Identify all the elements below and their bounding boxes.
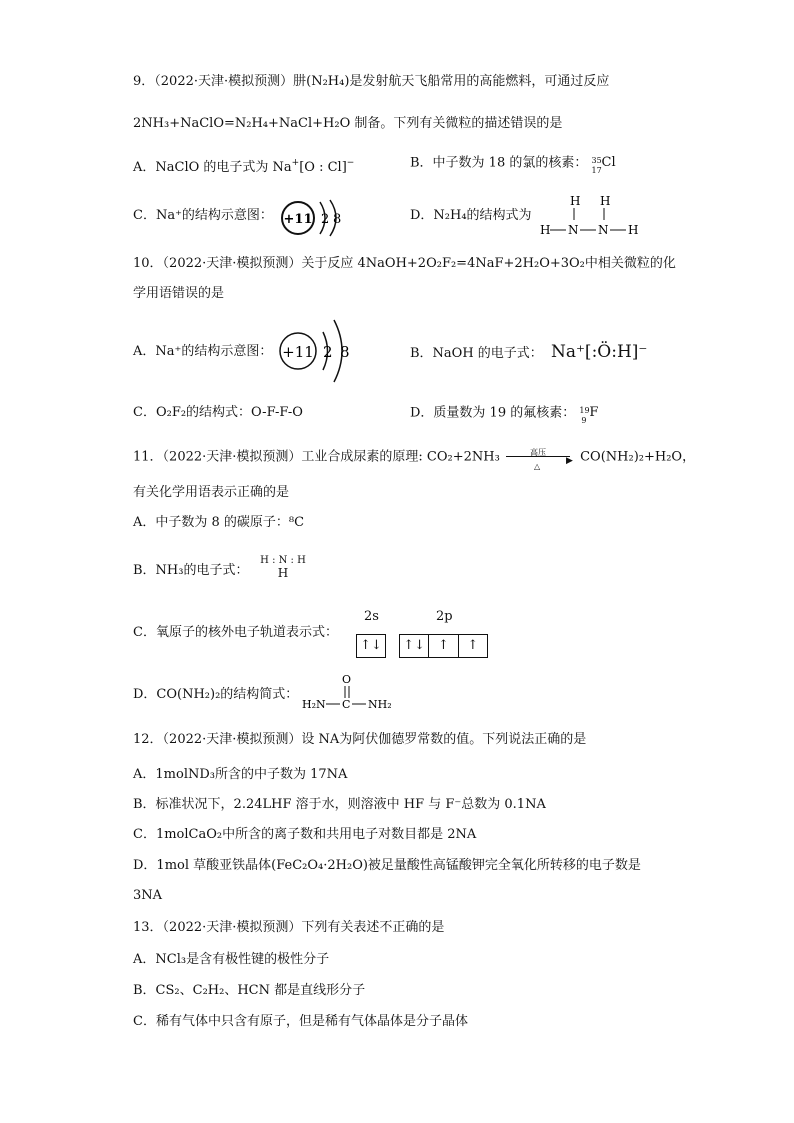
q11-nh3-formula-top: H : N : H	[260, 555, 306, 566]
q12-stem: 12．（2022·天津·模拟预测）设 NA为阿伏伽德罗常数的值。下列说法正确的是	[133, 732, 587, 747]
q10-option-a-text: A．Na⁺的结构示意图：	[133, 344, 273, 359]
q11-option-c-text: C．氧原子的核外电子轨道表示式：	[133, 625, 338, 640]
q9-shell-1: 2	[321, 212, 330, 227]
q11-orbital-label-2p: 2p	[436, 609, 453, 624]
q11-orbital-box-2s	[356, 634, 386, 658]
q9-option-c-text: C．Na⁺的结构示意图：	[133, 208, 273, 223]
q9-stem-line2: 2NH₃+NaClO=N₂H₄+NaCl+H₂O 制备。下列有关微粒的描述错误的是	[133, 116, 563, 131]
q9-option-b	[410, 154, 620, 173]
q9-option-b-text: B．中子数为 18 的氯的核素：	[410, 155, 588, 171]
q9-hydrazine-structure	[538, 193, 648, 239]
q9-option-a: A．NaClO 的电子式为 Na+[O : Cl]−	[133, 158, 355, 175]
q11-orbital-box-2p-3: ↑	[467, 638, 479, 653]
q10-stem-line1: 10．（2022·天津·模拟预测）关于反应 4NaOH+2O₂F₂=4NaF+2H₂O+3O₂中相关微粒的化	[133, 256, 676, 271]
q11-option-d-text: D．CO(NH₂)₂的结构简式：	[133, 687, 299, 702]
q11-option-a: A．中子数为 8 的碳原子：⁸C	[133, 515, 305, 530]
q9-struct-h-top-left: H	[570, 194, 581, 208]
q11-option-b-text: B．NH₃的电子式：	[133, 563, 249, 578]
q9-struct-n-right: N	[598, 223, 609, 237]
q11-option-c	[133, 624, 338, 642]
q10-nucleus-label: +11	[282, 343, 314, 361]
q10-na-ion-diagram	[278, 318, 358, 388]
q12-option-a: A．1molND₃所含的中子数为 17NA	[133, 767, 348, 782]
q11-nh3-formula	[258, 555, 308, 579]
q11-stem-line2: 有关化学用语表示正确的是	[133, 485, 290, 500]
q9-stem-line1: 9．（2022·天津·模拟预测）肼(N₂H₄)是发射航天飞船常用的高能燃料，可通过反应	[133, 74, 610, 89]
q13-option-a: A．NCl₃是含有极性键的极性分子	[133, 952, 330, 967]
q9-option-b-atomic: 17	[591, 166, 602, 175]
q13-stem: 13．（2022·天津·模拟预测）下列有关表述不正确的是	[133, 920, 445, 935]
q11-stem-line1-pre: 11．（2022·天津·模拟预测）工业合成尿素的原理: CO₂+2NH₃	[133, 449, 500, 465]
q10-option-d-mass: 19	[579, 406, 590, 415]
q9-option-b-symbol: Cl	[601, 155, 616, 170]
q9-option-d-text: D．N₂H₄的结构式为	[410, 208, 532, 223]
q11-urea-nh2: NH₂	[368, 698, 392, 711]
q13-option-b: B．CS₂、C₂H₂、HCN 都是直线形分子	[133, 983, 366, 998]
q12-option-c: C．1molCaO₂中所含的离子数和共用电子对数目都是 2NA	[133, 827, 477, 842]
q9-na-ion-diagram	[280, 196, 360, 240]
q10-option-b-text: B．NaOH 的电子式：	[410, 346, 543, 361]
q10-option-b-formula: Na⁺[:Ö:H]⁻	[550, 342, 648, 362]
q9-option-b-mass: 35	[591, 156, 602, 165]
q9-option-d	[410, 207, 532, 225]
q11-nh3-formula-bottom: H	[277, 566, 289, 580]
q9-option-c	[133, 207, 273, 225]
q10-shell-2: 8	[340, 343, 350, 361]
q9-struct-h-left: H	[540, 223, 551, 237]
q10-option-b	[410, 343, 647, 363]
q11-arrow-head: ▶	[565, 456, 573, 466]
q11-stem-line1	[133, 448, 696, 471]
q9-option-a-text: A．NaClO 的电子式为 Na	[133, 160, 292, 175]
q11-urea-h2n: H₂N	[302, 698, 326, 711]
q11-urea-structure	[302, 672, 402, 712]
q11-urea-o: O	[342, 673, 352, 686]
q11-orbital-group-2p	[399, 634, 488, 658]
q11-orbital-box-2p-1: ↑↓	[400, 635, 429, 657]
q12-option-d-continued: 3NA	[133, 888, 163, 903]
q11-reaction-arrow	[506, 456, 570, 457]
q11-orbital-2s-electrons: ↑↓	[360, 638, 382, 653]
q9-nucleus-label: +11	[283, 212, 313, 227]
q11-arrow-condition-top: 高压	[529, 448, 546, 457]
q10-option-c: C．O₂F₂的结构式：O-F-F-O	[133, 405, 303, 420]
q13-option-c: C．稀有气体中只含有原子，但是稀有气体晶体是分子晶体	[133, 1014, 468, 1029]
q9-option-a-formula: [O : Cl]	[299, 160, 347, 175]
q11-stem-line1-post: CO(NH₂)₂+H₂O，	[580, 449, 696, 465]
q10-option-d-symbol: F	[589, 405, 599, 420]
q10-option-d	[410, 404, 601, 423]
q10-stem-line2: 学用语错误的是	[133, 286, 225, 301]
q10-shell-1: 2	[323, 343, 333, 361]
q12-option-d: D．1mol 草酸亚铁晶体(FeC₂O₄·2H₂O)被足量酸性高锰酸钾完全氧化所转移的电子数是	[133, 858, 641, 873]
q10-option-d-text: D．质量数为 19 的氟核素：	[410, 405, 576, 421]
q11-orbital-label-2s: 2s	[364, 609, 379, 624]
q11-orbital-box-2p-2: ↑	[429, 635, 458, 657]
q9-struct-h-top-right: H	[600, 194, 611, 208]
q9-shell-2: 8	[333, 212, 342, 227]
q11-option-b	[133, 562, 248, 580]
q9-struct-n-left: N	[568, 223, 579, 237]
q10-option-a	[133, 343, 272, 361]
q11-option-d	[133, 686, 298, 704]
q12-option-b: B．标准状况下，2.24LHF 溶于水，则溶液中 HF 与 F⁻总数为 0.1NA	[133, 797, 546, 812]
q9-struct-h-right: H	[628, 223, 639, 237]
q10-option-d-atomic: 9	[581, 416, 587, 425]
q11-arrow-condition-bottom: △	[533, 462, 541, 471]
q11-urea-c: C	[342, 698, 351, 711]
